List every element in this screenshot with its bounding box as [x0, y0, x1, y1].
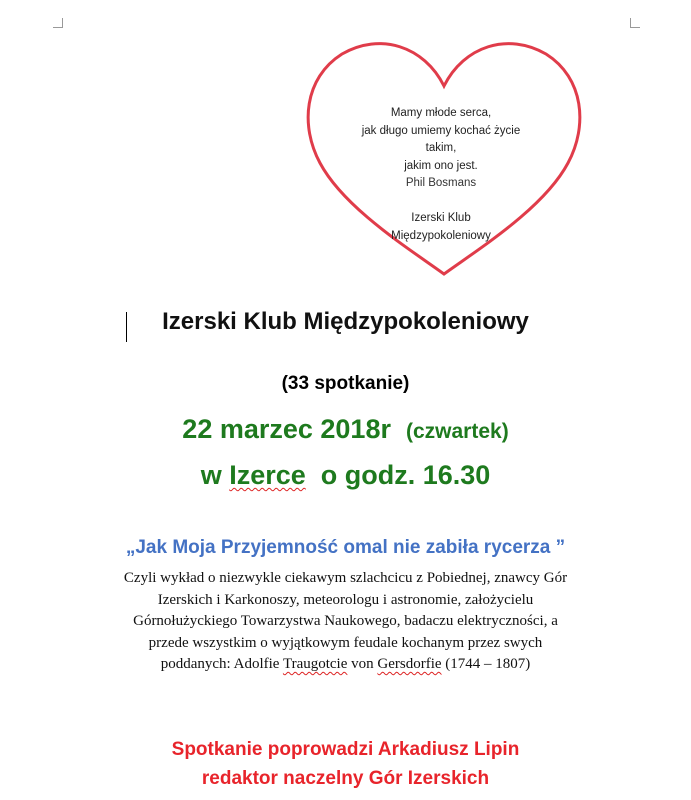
- description-line: przede wszystkim o wyjątkowym feudale kochanym przez swych: [148, 634, 543, 651]
- description-text: poddanych: Adolfie: [160, 656, 283, 672]
- description-line: [40, 654, 651, 676]
- page-corner-mark-right: [630, 18, 640, 28]
- quote-line: Mamy młode serca,: [390, 107, 492, 119]
- quote-club-line: Międzypokoleniowy: [391, 229, 491, 242]
- lecture-title: „Jak Moja Przyjemność omal nie zabiła rycerza ”: [125, 537, 566, 558]
- place-time: o godz. 16.30: [305, 460, 491, 490]
- presenter-info: [0, 735, 691, 793]
- place-prefix: w: [200, 460, 230, 490]
- heart-quote: [330, 105, 552, 245]
- presenter-line: Spotkanie poprowadzi Arkadiusz Lipin: [171, 739, 520, 760]
- name-traugott: Traugotcie: [282, 656, 348, 672]
- quote-club-line: Izerski Klub: [411, 211, 471, 224]
- description-text: (1744 – 1807): [441, 656, 531, 672]
- meeting-number: (33 spotkanie): [281, 373, 410, 394]
- page-corner-mark-left: [53, 18, 63, 28]
- quote-author: Phil Bosmans: [405, 177, 477, 190]
- description-text: von: [347, 656, 378, 672]
- lecture-description: [40, 568, 651, 676]
- weekday: (czwartek): [405, 420, 509, 443]
- presenter-role: redaktor naczelny Gór Izerskich: [201, 768, 490, 789]
- description-line: Czyli wykład o niezwykle ciekawym szlachcicu z Pobiednej, znawcy Gór: [123, 570, 568, 586]
- quote-line: jakim ono jest.: [404, 159, 478, 172]
- date-text: 22 marzec 2018r: [182, 414, 391, 444]
- page-title: Izerski Klub Międzypokoleniowy: [162, 308, 529, 335]
- quote-line: takim,: [425, 142, 457, 155]
- event-place: [0, 460, 691, 491]
- place-name: Izerce: [229, 460, 306, 490]
- event-date: [0, 414, 691, 445]
- description-line: Izerskich i Karkonoszy, meteorologu i astronomie, założycielu: [157, 591, 534, 608]
- quote-line: jak długo umiemy kochać życie: [361, 124, 521, 137]
- name-gersdorf: Gersdorfie: [377, 656, 442, 672]
- description-line: Górnołużyckiego Towarzystwa Naukowego, badaczu elektryczności, a: [133, 613, 558, 629]
